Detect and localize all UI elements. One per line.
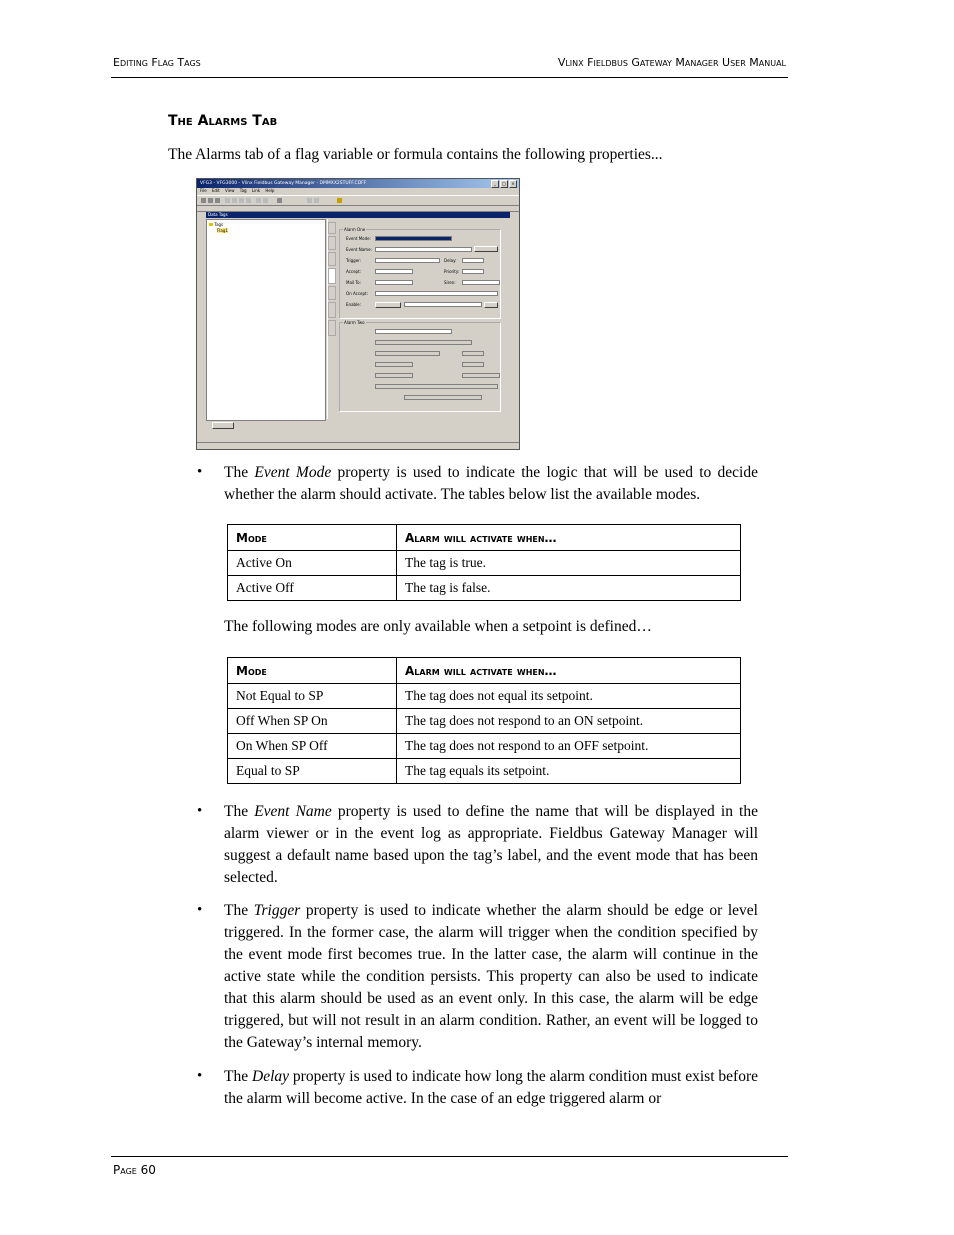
alarm-one-group [339,229,501,319]
mode-cell: Equal to SP [228,759,397,784]
modes-table-setpoint [227,657,741,784]
tab-data [328,222,336,234]
mode-cell: Active Off [228,576,397,601]
alarm-two-mail-to [375,373,413,378]
general-button [375,302,401,308]
term-delay: Delay [252,1068,290,1085]
para-event-name [224,801,758,889]
para-text: property is used to define the name that will be displayed in the alarm viewer or in the event log as appropriate. Fieldbus Gateway Manager will suggest a default name based upon the tag’s label, and the event mode that has been selected. [224,803,758,886]
column-header-mode: Mode [228,525,397,551]
mode-cell: Off When SP On [228,709,397,734]
menu-tag: Tag [239,188,247,193]
alarm-two-event-name [375,340,472,345]
alarm-two-delay [462,351,484,356]
column-header-mode: Mode [228,658,397,684]
para-delay [224,1066,758,1110]
alarm-two-siren [462,373,500,378]
table-row [228,576,741,601]
window-title: VFG3 - VFG3000 - Vlinx Fieldbus Gateway Manager - DMMXX2STUFF.CDFF [197,179,519,188]
priority-label: Priority: [444,269,460,274]
term-event-mode: Event Mode [254,464,332,481]
condition-cell: The tag does not respond to an OFF setpoint. [397,734,741,759]
tab-colors [328,252,336,266]
condition-cell: The tag is false. [397,576,741,601]
copy-icon [232,198,237,203]
redo-icon [263,198,268,203]
para-event-mode [224,462,758,506]
event-mode-label: Event Mode: [346,236,371,241]
menu-edit: Edit [211,188,220,193]
table-row [228,551,741,576]
move-down-icon [314,198,319,203]
tab-triggers [328,286,336,300]
panel-title: Data Tags [206,212,510,218]
condition-cell: The tag equals its setpoint. [397,759,741,784]
header-rule [111,77,788,78]
open-icon [208,198,213,203]
event-name-field [375,247,472,252]
tree-root-label: Tags [214,222,224,227]
close-icon: × [509,180,517,188]
alarm-two-group [339,322,501,412]
toolbar [197,195,519,206]
term-trigger: Trigger [253,902,301,919]
siren-label: Siren: [444,280,456,285]
condition-cell: The tag does not equal its setpoint. [397,684,741,709]
delay-field [462,258,484,263]
edit-button [484,302,498,308]
trigger-select [375,258,440,263]
para-text: The [224,464,255,481]
vertical-tabs [327,219,336,419]
menu-file: File [200,188,207,193]
condition-cell: The tag does not respond to an ON setpoint. [397,709,741,734]
save-icon [215,198,220,203]
accept-select [375,269,413,274]
tree-root [209,222,223,227]
table-row [228,684,741,709]
window-controls [491,180,517,188]
lightning-icon [337,198,342,203]
condition-cell: The tag is true. [397,551,741,576]
para-text: The [224,1068,252,1085]
priority-field [462,269,484,274]
alarm-one-label: Alarm One [344,227,366,232]
bullet-trigger: • [197,902,203,918]
table-row [228,734,741,759]
column-header-activate: Alarm will activate when… [397,658,741,684]
alarm-two-accept [375,362,413,367]
table-row [228,709,741,734]
alarm-two-enable [404,395,482,400]
table-row [228,759,741,784]
menu-link: Link [251,188,261,193]
alarm-two-label: Alarm Two [344,320,365,325]
tab-format [328,236,336,250]
status-bar [197,442,519,449]
menu-view: View [225,188,235,193]
table-header-row [228,525,741,551]
close-button [212,422,234,429]
on-accept-field [375,291,498,296]
section-title: The Alarms Tab [168,113,278,129]
page-number: Page 60 [113,1163,156,1177]
on-accept-label: On Accept: [346,291,368,296]
footer-rule [111,1156,788,1157]
delete-icon [246,198,251,203]
para-text: property is used to indicate how long the alarm condition must exist before the alarm will become active. In the case of an edge triggered alarm or [224,1068,758,1107]
para-trigger [224,900,758,1054]
tree-item [217,228,228,233]
tab-comment [328,320,336,336]
menu-help: Help [265,188,275,193]
alarm-two-event-mode [375,329,452,334]
maximize-icon: □ [500,180,508,188]
event-name-label: Event Name: [346,247,372,252]
tree-item-label: Flag1 [217,228,228,233]
alarm-two-trigger [375,351,440,356]
bullet-event-name: • [197,803,203,819]
modes-table-basic [227,524,741,601]
event-mode-select [375,236,452,241]
term-event-name: Event Name [254,803,332,820]
bullet-event-mode: • [197,464,203,480]
mode-cell: Not Equal to SP [228,684,397,709]
alarms-tab-screenshot [196,178,520,450]
bullet-delay: • [197,1068,203,1084]
mail-to-select [375,280,413,285]
para-text: property is used to indicate the logic that will be used to decide whether the alarm should activate. The tables below list the available modes. [224,464,758,503]
menu-bar [197,188,519,194]
header-manual-title: Vlinx Fieldbus Gateway Manager User Manual [557,56,786,69]
para-text: The [224,902,254,919]
move-up-icon [307,198,312,203]
cut-icon [225,198,230,203]
new-icon [201,198,206,203]
para-text: property is used to indicate whether the alarm should be edge or level triggered. In the former case, the alarm will trigger when the condition specified by the event mode first becomes true. In the latter case, the alarm will continue in the active state while the condition persists. This property can also be used to indicate that this alarm should be used as an event only. In this case, the alarm will be edge triggered, but will not result in an alarm condition. Rather, an event will be logged to the Gateway’s internal memory. [224,902,758,1051]
enable-label: Enable: [346,302,361,307]
tag-tree [206,219,326,421]
undo-icon [256,198,261,203]
delay-label: Delay: [444,258,457,263]
mode-cell: Active On [228,551,397,576]
para-text: The [224,803,255,820]
folder-icon [209,223,213,226]
mode-cell: On When SP Off [228,734,397,759]
alarm-two-priority [462,362,484,367]
paste-icon [239,198,244,203]
table-header-row [228,658,741,684]
tab-alarms [328,268,336,284]
tab-security [328,302,336,318]
setpoint-note: The following modes are only available when a setpoint is defined… [224,618,652,635]
siren-select [462,280,500,285]
translate-button [474,246,498,252]
column-header-activate: Alarm will activate when… [397,525,741,551]
enable-field [404,302,482,307]
alarm-two-on-accept [375,384,498,389]
accept-label: Accept: [346,269,361,274]
section-intro: The Alarms tab of a flag variable or formula contains the following properties... [168,146,663,163]
minimize-icon: _ [491,180,499,188]
header-chapter: Editing Flag Tags [113,56,201,69]
mail-to-label: Mail To: [346,280,361,285]
trigger-label: Trigger: [346,258,362,263]
navigate-icon [277,198,282,203]
